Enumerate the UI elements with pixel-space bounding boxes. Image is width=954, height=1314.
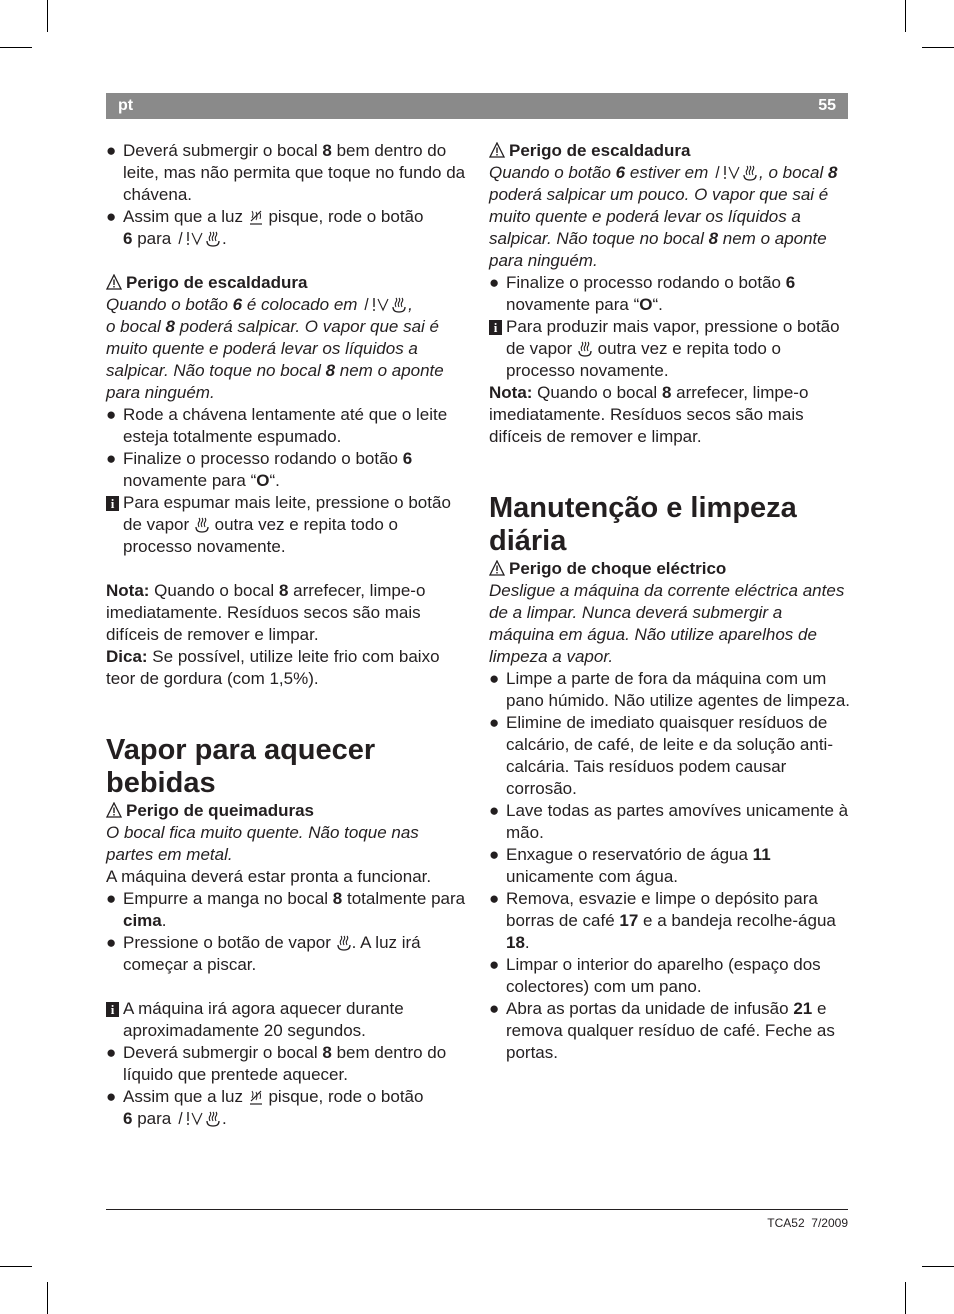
- warning-triangle-icon: [106, 802, 122, 818]
- bullet-icon: ●: [106, 1043, 117, 1062]
- paragraph: A máquina deverá estar pronta a funcionar.: [106, 867, 432, 886]
- warning-triangle-icon: [106, 274, 122, 290]
- info-item: i Para produzir mais vapor, pressione o botão de vapor outra vez e repita todo o processo novamente.: [489, 316, 851, 382]
- steam-dial-position-icon: [713, 164, 759, 181]
- warning-heading: Perigo de queimaduras: [106, 800, 466, 822]
- steam-icon: [194, 516, 210, 533]
- right-column: [489, 140, 851, 1064]
- note-paragraph: Nota: Quando o bocal 8 arrefecer, limpe-o imediatamente. Resíduos secos são mais difíceis de remover e limpar.: [106, 581, 426, 644]
- list-item: ● Elimine de imediato quaisquer resíduos de calcário, de café, de leite e da solução anti-calcária. Tais resíduos podem causar corrosão.: [489, 713, 833, 798]
- warning-triangle-icon: [489, 142, 505, 158]
- footer-divider: [106, 1209, 848, 1210]
- list-item: ● Remova, esvazie e limpe o depósito para borras de café 17 e a bandeja recolhe-água 18.: [489, 889, 836, 952]
- steam-light-icon: [248, 208, 264, 225]
- bullet-icon: ●: [106, 933, 117, 952]
- steam-light-icon: [248, 1088, 264, 1105]
- bullet-icon: ●: [489, 999, 500, 1018]
- list-item: ● Deverá submergir o bocal 8 bem dentro do leite, mas não permita que toque no fundo da chávena.: [106, 141, 466, 204]
- page-number: 55: [818, 97, 836, 114]
- bullet-icon: ●: [106, 1087, 117, 1106]
- language-code: pt: [118, 97, 134, 114]
- steam-dial-position-icon: [176, 1110, 222, 1127]
- bullet-icon: ●: [489, 669, 500, 688]
- warning-triangle-icon: [489, 560, 505, 576]
- crop-mark: [47, 1282, 48, 1314]
- bullet-icon: ●: [489, 273, 500, 292]
- warning-text: Quando o botão 6 estiver em , o bocal 8 poderá salpicar um pouco. O vapor que sai é muito quente e poderá levar os líquidos a salpicar. Não toque no bocal 8 nem o aponte para ninguém.: [489, 163, 838, 270]
- list-item: ● Abra as portas da unidade de infusão 21 e remova qualquer resíduo de café. Feche as portas.: [489, 999, 835, 1062]
- bullet-icon: ●: [106, 207, 117, 226]
- note-paragraph: Nota: Quando o bocal 8 arrefecer, limpe-o imediatamente. Resíduos secos são mais difíceis de remover e limpar.: [489, 383, 809, 446]
- list-item: ● Finalize o processo rodando o botão 6 novamente para “O“.: [106, 449, 413, 490]
- print-date: 7/2009: [811, 1216, 848, 1230]
- section-heading: Vapor para aquecer bebidas: [106, 734, 376, 799]
- list-item: ● Assim que a luz pisque, rode o botão 6 para .: [106, 207, 424, 248]
- list-item: ● Lave todas as partes amovíves unicamente à mão.: [489, 801, 849, 842]
- list-item: ● Deverá submergir o bocal 8 bem dentro do líquido que prentede aquecer.: [106, 1043, 447, 1084]
- warning-heading: Perigo de escaldadura: [489, 140, 851, 162]
- crop-mark: [905, 0, 906, 32]
- bullet-icon: ●: [106, 449, 117, 468]
- info-icon: i: [106, 496, 119, 511]
- footer: [767, 1216, 848, 1230]
- info-icon: i: [106, 1002, 119, 1017]
- crop-mark: [0, 47, 32, 48]
- list-item: ● Pressione o botão de vapor . A luz irá começar a piscar.: [106, 933, 421, 974]
- info-item: i Para espumar mais leite, pressione o botão de vapor outra vez e repita todo o processo novamente.: [106, 492, 466, 558]
- list-item: ● Empurre a manga no bocal 8 totalmente para cima.: [106, 889, 466, 930]
- info-item: i A máquina irá agora aquecer durante aproximadamente 20 segundos.: [106, 998, 466, 1042]
- bullet-icon: ●: [106, 889, 117, 908]
- bullet-icon: ●: [489, 713, 500, 732]
- header-bar: [106, 93, 848, 119]
- steam-icon: [336, 934, 352, 951]
- list-item: ● Rode a chávena lentamente até que o leite esteja totalmente espumado.: [106, 405, 448, 446]
- bullet-icon: ●: [106, 141, 117, 160]
- list-item: ● Limpe a parte de fora da máquina com um pano húmido. Não utilize agentes de limpeza.: [489, 669, 850, 710]
- warning-heading: Perigo de escaldadura: [106, 272, 466, 294]
- steam-dial-position-icon: [176, 230, 222, 247]
- bullet-icon: ●: [489, 955, 500, 974]
- section-heading: Manutenção e limpeza diária: [489, 492, 797, 557]
- bullet-icon: ●: [489, 845, 500, 864]
- list-item: ● Assim que a luz pisque, rode o botão 6 para .: [106, 1087, 424, 1128]
- bullet-icon: ●: [106, 405, 117, 424]
- steam-dial-position-icon: [362, 296, 408, 313]
- tip-paragraph: Dica: Se possível, utilize leite frio com baixo teor de gordura (com 1,5%).: [106, 647, 440, 688]
- crop-mark: [905, 1282, 906, 1314]
- left-column: [106, 140, 466, 1130]
- warning-heading: Perigo de choque eléctrico: [489, 558, 851, 580]
- list-item: ● Limpar o interior do aparelho (espaço dos colectores) com um pano.: [489, 955, 821, 996]
- crop-mark: [922, 1266, 954, 1267]
- bullet-icon: ●: [489, 889, 500, 908]
- warning-text: Desligue a máquina da corrente eléctrica antes de a limpar. Nunca deverá submergir a máquina em água. Não utilize aparelhos de limpeza a vapor.: [489, 581, 845, 666]
- warning-text: O bocal fica muito quente. Não toque nas partes em metal.: [106, 823, 419, 864]
- list-item: ● Finalize o processo rodando o botão 6 novamente para “O“.: [489, 273, 796, 314]
- info-icon: i: [489, 320, 502, 335]
- bullet-icon: ●: [489, 801, 500, 820]
- list-item: ● Enxague o reservatório de água 11 unicamente com água.: [489, 845, 771, 886]
- warning-text: Quando o botão 6 é colocado em , o bocal 8 poderá salpicar. O vapor que sai é muito quente e poderá levar os líquidos a salpicar. Não toque no bocal 8 nem o aponte para ninguém.: [106, 295, 444, 402]
- crop-mark: [47, 0, 48, 32]
- crop-mark: [0, 1266, 32, 1267]
- model-code: TCA52: [767, 1216, 805, 1230]
- steam-icon: [577, 340, 593, 357]
- crop-mark: [922, 47, 954, 48]
